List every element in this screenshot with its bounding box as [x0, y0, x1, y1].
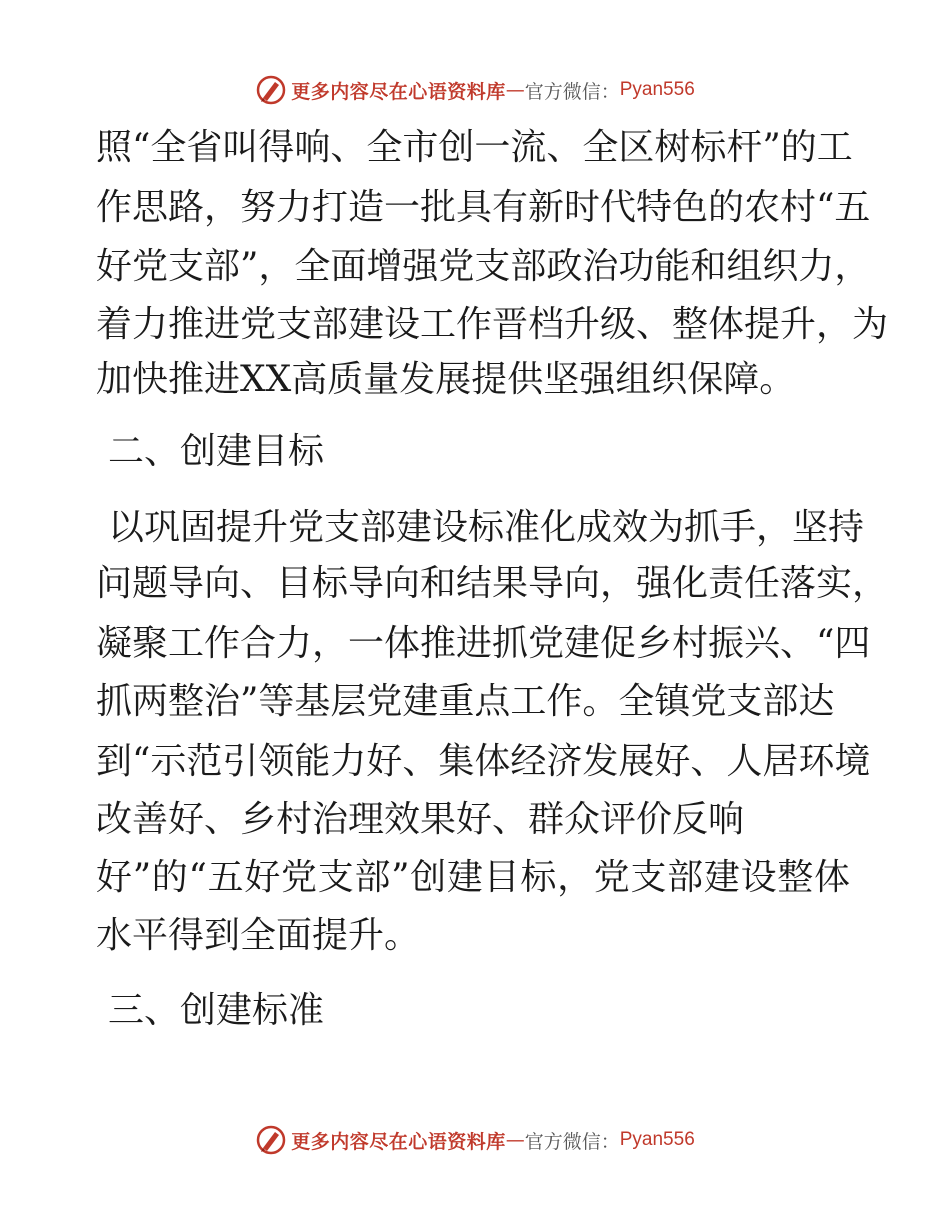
paragraph-line: 抓两整治”等基层党建重点工作。全镇党支部达: [96, 681, 835, 722]
banner-wechat-label: 官方微信：: [524, 1130, 620, 1153]
section-heading: 三、创建标准: [108, 990, 325, 1031]
paragraph-line: 水平得到全面提升。: [96, 915, 421, 956]
paragraph-line: 加快推进XX高质量发展提供坚强组织保障。: [96, 359, 796, 400]
banner-wechat-id: Pyan556: [619, 79, 695, 100]
paragraph-line: 改善好、乡村治理效果好、群众评价反响: [96, 799, 745, 840]
header-banner: [0, 70, 950, 110]
paragraph-line: 照“全省叫得响、全市创一流、全区树标杆”的工: [96, 127, 853, 168]
paragraph-line: 问题导向、目标导向和结果导向，强化责任落实，: [96, 563, 889, 604]
paragraph-line: 凝聚工作合力，一体推进抓党建促乡村振兴、“四: [96, 623, 871, 664]
paragraph-line: 好党支部”，全面增强党支部政治功能和组织力，: [96, 246, 871, 287]
pen-logo-icon: [255, 74, 287, 106]
paragraph-line: 着力推进党支部建设工作晋档升级、整体提升，为: [96, 304, 889, 345]
banner-site-name: 更多内容尽在心语资料库: [291, 1130, 506, 1153]
paragraph-line: 好”的“五好党支部”创建目标，党支部建设整体: [96, 857, 850, 898]
paragraph-line: 到“示范引领能力好、集体经济发展好、人居环境: [96, 741, 871, 782]
banner-wechat-label: 官方微信：: [524, 80, 620, 103]
banner-site-name: 更多内容尽在心语资料库: [291, 80, 506, 103]
paragraph-line: 作思路，努力打造一批具有新时代特色的农村“五: [96, 187, 871, 228]
section-heading: 二、创建目标: [108, 431, 325, 472]
banner-separator: —: [505, 79, 525, 101]
pen-logo-icon: [255, 1124, 287, 1156]
banner-wechat-id: Pyan556: [619, 1129, 695, 1150]
paragraph-line: 以巩固提升党支部建设标准化成效为抓手，坚持: [108, 507, 865, 548]
footer-banner: [0, 1120, 950, 1160]
banner-separator: —: [505, 1129, 525, 1151]
